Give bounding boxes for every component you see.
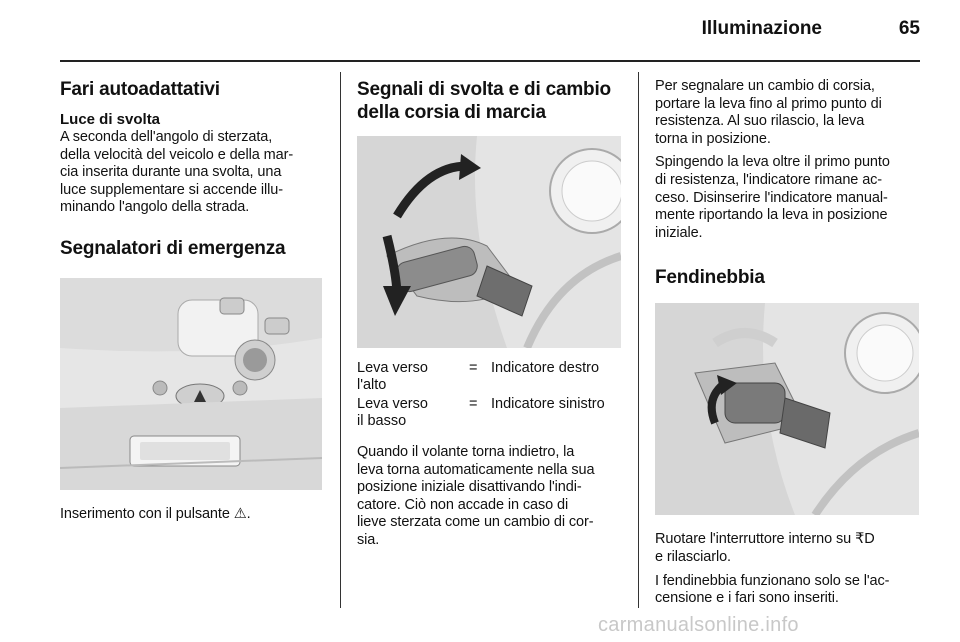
column-2 — [357, 72, 623, 550]
page-number: 65 — [898, 18, 920, 39]
heading-adaptive-lights: Fari autoadattativi — [60, 79, 220, 100]
watermark: carmanualsonline.info — [598, 614, 799, 636]
fog-caption: Ruotare l'interruttore interno su ₹D e rilasciarlo. — [655, 531, 875, 565]
overhead-console-illustration — [60, 278, 322, 490]
hazard-caption: Inserimento con il pulsante ⚠. — [60, 505, 251, 522]
fog-light-figure — [655, 303, 919, 515]
turn-signal-lever-illustration — [357, 136, 621, 348]
fog-light-switch-illustration — [655, 303, 919, 515]
column-divider — [638, 72, 639, 608]
header-rule — [60, 60, 920, 62]
column-1 — [60, 72, 324, 524]
column-3 — [655, 72, 920, 608]
auto-return-paragraph: Quando il volante torna indietro, la leva torna automaticamente nella sua posizione iniziale disattivando l'indi- catore. Ciò non accade in caso di lieve sterzata come un cambio di cor- sia. — [357, 444, 595, 548]
heading-cornering-light: Luce di svolta — [60, 111, 161, 128]
heading-fog-lights: Fendinebbia — [655, 267, 765, 289]
lever-table — [357, 360, 623, 430]
cornering-paragraph: A seconda dell'angolo di sterzata, della velocità del veicolo e della mar- cia inserita durante una svolta, una luce supplementare si accende illu- minando l'angolo della strada. — [60, 129, 294, 216]
indicator-on-paragraph: Spingendo la leva oltre il primo punto di resistenza, l'indicatore rimane ac- ceso. Disinserire l'indicatore manual- mente riportando la leva in posizione iniziale. — [655, 154, 890, 241]
heading-hazard-lights: Segnalatori di emergenza — [60, 237, 286, 259]
fog-light-icon: ₹D — [855, 531, 875, 548]
lane-change-paragraph: Per segnalare un cambio di corsia, portare la leva fino al primo punto di resistenza. Al suo rilascio, la leva torna in posizione. — [655, 78, 882, 147]
hazard-button-figure — [60, 278, 322, 490]
fog-condition-paragraph: I fendinebbia funzionano solo se l'ac- censione e i fari sono inseriti. — [655, 572, 890, 607]
table-row: Leva verso il basso = Indicatore sinistro — [357, 396, 605, 429]
page-header — [0, 0, 960, 62]
hazard-warning-icon: ⚠ — [233, 505, 247, 522]
turn-signal-figure — [357, 136, 621, 348]
table-row: Leva verso l'alto = Indicatore destro — [357, 360, 600, 393]
heading-turn-signals: Segnali di svolta e di cambio della corsia di marcia — [357, 79, 611, 123]
column-divider — [340, 72, 341, 608]
section-title: Illuminazione — [701, 18, 822, 39]
